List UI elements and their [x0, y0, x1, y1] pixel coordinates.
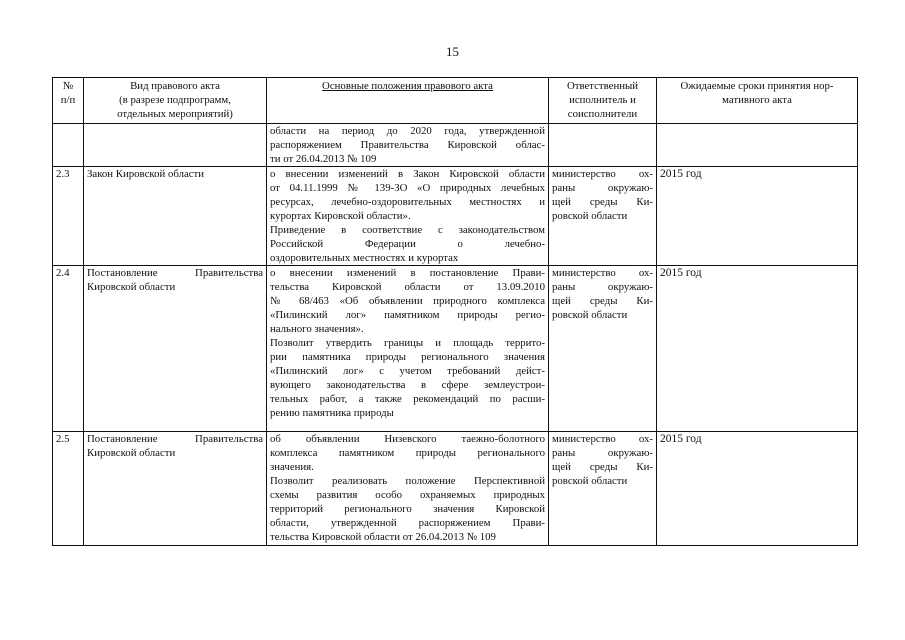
act-kind: Постановление Правительства Кировской области	[84, 266, 267, 432]
act-provisions	[267, 124, 549, 167]
act-kind	[84, 124, 267, 167]
provisions-line: «Пилинский лог» с учетом требований дейст-	[270, 365, 545, 377]
provisions-line: комплекса памятником природы регионального	[270, 447, 545, 459]
responsible-line: щей среды Ки-	[552, 196, 653, 208]
provisions-line: Позволит утвердить границы и площадь террито-	[270, 337, 545, 349]
provisions-line: схемы развития особо охраняемых природных	[270, 489, 545, 501]
act-kind: Постановление Правительства Кировской области	[84, 432, 267, 546]
provisions-line: курортах Кировской области».	[270, 210, 411, 222]
provisions-line: вующего законодательства в сфере землеустрои-	[270, 379, 545, 391]
table-header-row	[53, 78, 858, 124]
provisions-line: тельных работ, а также рекомендаций по расши-	[270, 393, 545, 405]
table-row	[53, 266, 858, 432]
responsible-line: министерство ох-	[552, 267, 653, 279]
legal-acts-table	[52, 77, 858, 546]
provisions-line: оздоровительных местностях и курортах	[270, 252, 459, 264]
responsible-line: щей среды Ки-	[552, 461, 653, 473]
responsible-line: ровской области	[552, 309, 628, 321]
provisions-line: ресурсах, лечебно-оздоровительных местностях и	[270, 196, 545, 208]
adoption-deadline: 2015 год	[657, 432, 858, 546]
responsible-executor	[549, 432, 657, 546]
responsible-line: министерство ох-	[552, 433, 653, 445]
responsible-executor	[549, 167, 657, 266]
responsible-line: министерство ох-	[552, 168, 653, 180]
responsible-line: раны окружаю-	[552, 182, 653, 194]
adoption-deadline: 2015 год	[657, 266, 858, 432]
responsible-executor	[549, 124, 657, 167]
provisions-line: рению памятника природы	[270, 407, 394, 419]
adoption-deadline	[657, 124, 858, 167]
row-number: 2.4	[53, 266, 84, 432]
act-kind: Закон Кировской области	[84, 167, 267, 266]
provisions-line: тельства Кировской области от 26.04.2013 № 109	[270, 531, 496, 543]
table-row	[53, 432, 858, 546]
act-provisions	[267, 167, 549, 266]
provisions-line: значения.	[270, 461, 314, 473]
provisions-line: области, утвержденной распоряжением Прави-	[270, 517, 545, 529]
provisions-line: ти от 26.04.2013 № 109	[270, 153, 377, 165]
provisions-line: «Пилинский лог» памятником природы регио-	[270, 309, 545, 321]
header-responsible: Ответственный исполнитель и соисполнители	[549, 78, 657, 124]
act-provisions	[267, 266, 549, 432]
provisions-line: Позволит реализовать положение Перспективной	[270, 475, 545, 487]
adoption-deadline: 2015 год	[657, 167, 858, 266]
responsible-line: щей среды Ки-	[552, 295, 653, 307]
provisions-line: территорий регионального значения Кировской	[270, 503, 545, 515]
header-kind: Вид правового акта (в разрезе подпрограмм, отдельных мероприятий)	[84, 78, 267, 124]
page-number: 15	[446, 44, 459, 59]
provisions-line: тельства Кировской области от 13.09.2010	[270, 281, 545, 293]
header-deadline: Ожидаемые сроки принятия нор- мативного акта	[657, 78, 858, 124]
provisions-line: области на период до 2020 года, утвержденной	[270, 125, 545, 137]
table-row	[53, 124, 858, 167]
responsible-line: ровской области	[552, 475, 628, 487]
table-row	[53, 167, 858, 266]
provisions-line: Российской Федерации о лечебно-	[270, 238, 545, 250]
row-number	[53, 124, 84, 167]
row-number: 2.3	[53, 167, 84, 266]
provisions-line: о внесении изменений в Закон Кировской области	[270, 168, 545, 180]
provisions-line: Приведение в соответствие с законодательством	[270, 224, 545, 236]
provisions-line: распоряжением Правительства Кировской облас-	[270, 139, 545, 151]
row-number: 2.5	[53, 432, 84, 546]
provisions-line: от 04.11.1999 № 139-ЗО «О природных лечебных	[270, 182, 545, 194]
responsible-executor	[549, 266, 657, 432]
provisions-line: об объявлении Низевского таежно-болотного	[270, 433, 545, 445]
provisions-line: № 68/463 «Об объявлении природного комплекса	[270, 295, 545, 307]
provisions-line: нального значения».	[270, 323, 364, 335]
responsible-line: ровской области	[552, 210, 628, 222]
header-num: № п/п	[53, 78, 84, 124]
provisions-line: о внесении изменений в постановление Прави-	[270, 267, 545, 279]
provisions-line: рии памятника природы регионального значения	[270, 351, 545, 363]
responsible-line: раны окружаю-	[552, 281, 653, 293]
act-provisions	[267, 432, 549, 546]
header-provisions: Основные положения правового акта	[267, 78, 549, 124]
responsible-line: раны окружаю-	[552, 447, 653, 459]
